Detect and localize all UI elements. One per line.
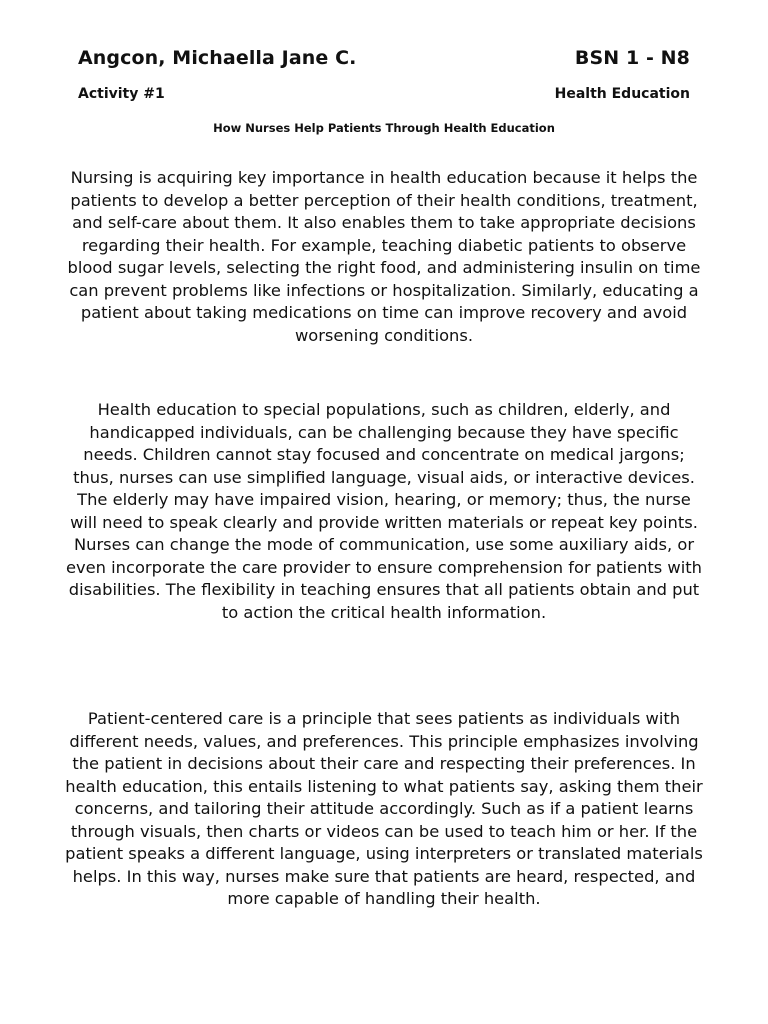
header-row-bottom xyxy=(78,86,690,102)
student-name: Angcon, Michaella Jane C. xyxy=(78,47,357,69)
activity-label: Activity #1 xyxy=(78,86,165,102)
paragraph-1: Nursing is acquiring key importance in health education because it helps the patients to develop a better perception of their health conditions, treatment, and self-care about them. It also enables them to take appropriate decisions regarding their health. For example, teaching diabetic patients to observe blood sugar levels, selecting the right food, and administering insulin on time can prevent problems like infections or hospitalization. Similarly, educating a patient about taking medications on time can improve recovery and avoid worsening conditions. xyxy=(67,168,701,345)
paragraph-3: Patient-centered care is a principle that sees patients as individuals with different needs, values, and preferences. This principle emphasizes involving the patient in decisions about their care and respecting their preferences. In health education, this entails listening to what patients say, asking them their concerns, and tailoring their attitude accordingly. Such as if a patient learns through visuals, then charts or videos can be used to teach him or her. If the patient speaks a different language, using interpreters or translated materials helps. In this way, nurses make sure that patients are heard, respected, and more capable of handling their health. xyxy=(65,709,703,908)
header-row-top xyxy=(78,47,690,69)
course-section: BSN 1 - N8 xyxy=(574,47,690,69)
paragraph-2: Health education to special populations, such as children, elderly, and handicapped individuals, can be challenging because they have specific needs. Children cannot stay focused and concentrate on medical jargons; thus, nurses can use simplified language, visual aids, or interactive devices. The elderly may have impaired vision, hearing, or memory; thus, the nurse will need to speak clearly and provide written materials or repeat key points. Nurses can change the mode of communication, use some auxiliary aids, or even incorporate the care provider to ensure comprehension for patients with disabilities. The flexibility in teaching ensures that all patients obtain and put to action the critical health information. xyxy=(66,400,702,622)
subject-label: Health Education xyxy=(554,86,690,102)
document-title: How Nurses Help Patients Through Health Education xyxy=(213,121,555,135)
